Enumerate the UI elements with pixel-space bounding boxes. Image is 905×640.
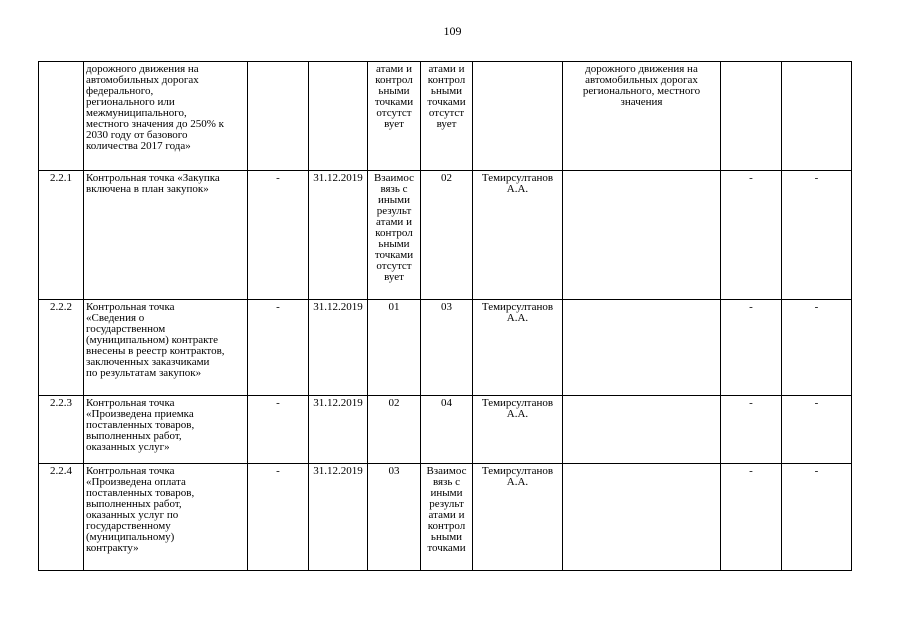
row-col9: - (721, 171, 782, 300)
table-row (39, 300, 852, 396)
row-start-date: - (248, 464, 309, 571)
row-title: Контрольная точка «Закупка включена в план закупок» (84, 171, 248, 300)
row-number (39, 62, 84, 171)
row-start-date: - (248, 171, 309, 300)
row-description: дорожного движения на автомобильных дорогах регионального, местного значения (563, 62, 721, 171)
row-responsible: Темирсултанов А.А. (473, 396, 563, 464)
row-description (563, 171, 721, 300)
control-points-table (38, 61, 852, 571)
row-number: 2.2.3 (39, 396, 84, 464)
row-successors: атами и контрол ьными точками отсутст вует (421, 62, 473, 171)
row-col10: - (782, 464, 852, 571)
row-description (563, 464, 721, 571)
row-end-date: 31.12.2019 (309, 171, 368, 300)
table-row (39, 62, 852, 171)
row-responsible: Темирсултанов А.А. (473, 464, 563, 571)
page-number: 109 (443, 24, 462, 38)
row-predecessors: 01 (368, 300, 421, 396)
row-start-date: - (248, 396, 309, 464)
row-predecessors: атами и контрол ьными точками отсутст вует (368, 62, 421, 171)
row-successors: 02 (421, 171, 473, 300)
row-end-date: 31.12.2019 (309, 300, 368, 396)
row-predecessors: 02 (368, 396, 421, 464)
row-title: дорожного движения на автомобильных дорогах федерального, регионального или межмуниципального, местного значения до 250% к 2030 году от базового количества 2017 года» (84, 62, 248, 171)
row-end-date: 31.12.2019 (309, 396, 368, 464)
row-number: 2.2.4 (39, 464, 84, 571)
row-responsible: Темирсултанов А.А. (473, 171, 563, 300)
row-start-date (248, 62, 309, 171)
row-col9: - (721, 464, 782, 571)
row-end-date (309, 62, 368, 171)
row-col10: - (782, 171, 852, 300)
row-successors: 03 (421, 300, 473, 396)
table-row (39, 171, 852, 300)
row-col10 (782, 62, 852, 171)
row-responsible (473, 62, 563, 171)
row-col9: - (721, 396, 782, 464)
row-end-date: 31.12.2019 (309, 464, 368, 571)
row-number: 2.2.2 (39, 300, 84, 396)
row-number: 2.2.1 (39, 171, 84, 300)
row-predecessors: Взаимос вязь с иными результ атами и контрол ьными точками отсутст вует (368, 171, 421, 300)
row-responsible: Темирсултанов А.А. (473, 300, 563, 396)
row-title: Контрольная точка «Произведена оплата поставленных товаров, выполненных работ, оказанных услуг по государственному (муниципальному) контракту» (84, 464, 248, 571)
row-successors: Взаимос вязь с иными результ атами и контрол ьными точками (421, 464, 473, 571)
table-row (39, 396, 852, 464)
row-title: Контрольная точка «Произведена приемка поставленных товаров, выполненных работ, оказанных услуг» (84, 396, 248, 464)
row-start-date: - (248, 300, 309, 396)
row-col10: - (782, 300, 852, 396)
row-description (563, 300, 721, 396)
row-col9: - (721, 300, 782, 396)
row-col9 (721, 62, 782, 171)
row-col10: - (782, 396, 852, 464)
row-successors: 04 (421, 396, 473, 464)
row-predecessors: 03 (368, 464, 421, 571)
row-description (563, 396, 721, 464)
table-row (39, 464, 852, 571)
row-title: Контрольная точка «Сведения о государственном (муниципальном) контракте внесены в реестр контрактов, заключенных заказчиками по результатам закупок» (84, 300, 248, 396)
